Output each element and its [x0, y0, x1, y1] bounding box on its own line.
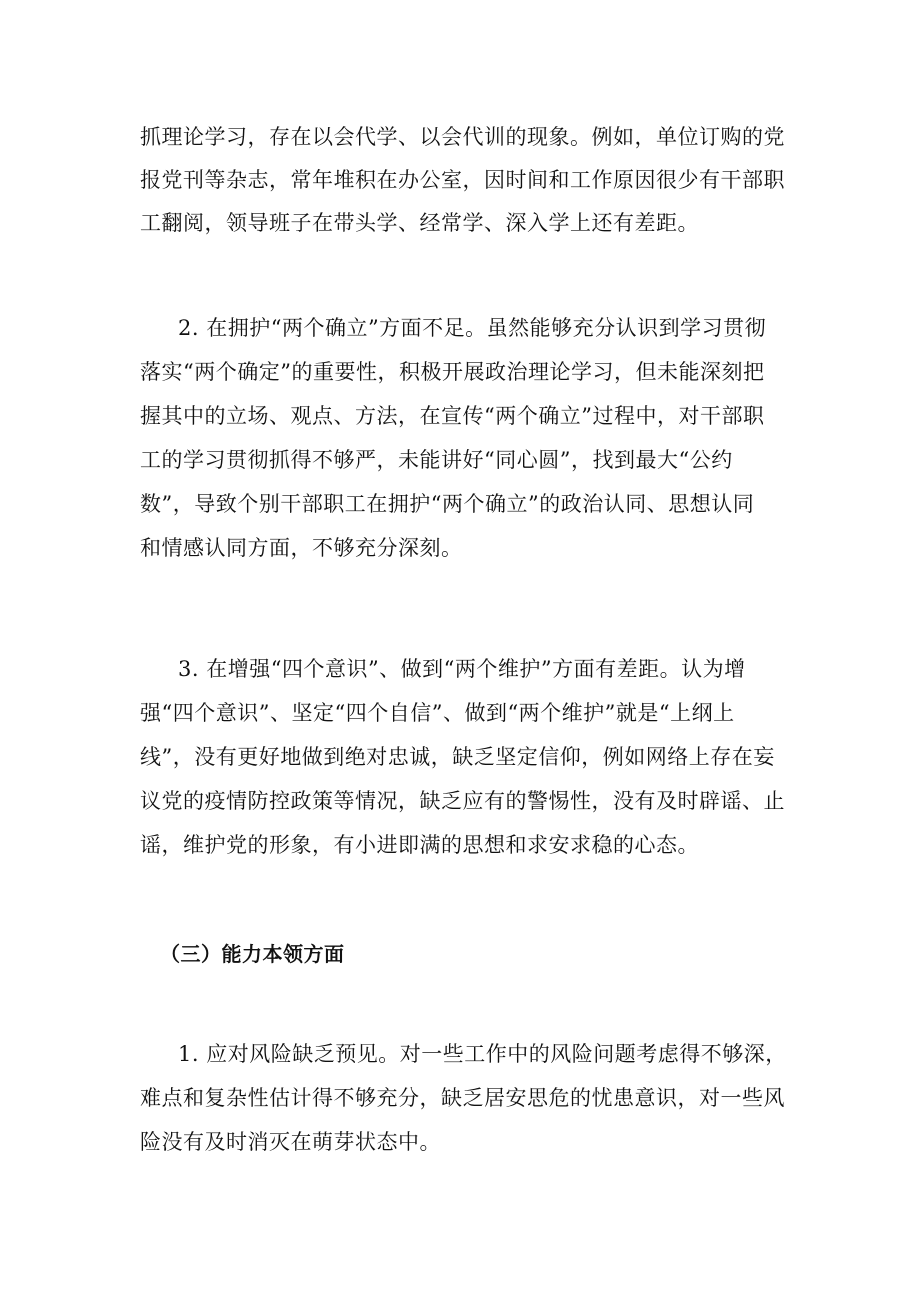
- text-line: 谣，维护党的形象，有小进即满的思想和求安求稳的心态。: [140, 833, 699, 857]
- text-line: 险没有及时消灭在萌芽状态中。: [140, 1130, 441, 1154]
- text-line: 强“四个意识”、坚定“四个自信”、做到“两个维护”就是“上纲上: [140, 701, 735, 725]
- text-line: 议党的疫情防控政策等情况，缺乏应有的警惕性，没有及时辟谣、止: [140, 789, 785, 813]
- text-line: 握其中的立场、观点、方法，在宣传“两个确立”过程中，对干部职: [140, 404, 765, 428]
- text-line: 工翻阅，领导班子在带头学、经常学、深入学上还有差距。: [140, 211, 699, 235]
- text-line: 1. 应对风险缺乏预见。对一些工作中的风险问题考虑得不够深，: [178, 1042, 787, 1066]
- text-line: 难点和复杂性估计得不够充分，缺乏居安思危的忧患意识，对一些风: [140, 1086, 785, 1110]
- text-line: 报党刊等杂志，常年堆积在办公室，因时间和工作原因很少有干部职: [140, 168, 785, 192]
- text-line: 数”，导致个别干部职工在拥护“两个确立”的政治认同、思想认同: [140, 492, 755, 516]
- text-line: 和情感认同方面，不够充分深刻。: [140, 536, 463, 560]
- text-line: 2. 在拥护“两个确立”方面不足。虽然能够充分认识到学习贯彻: [178, 316, 767, 340]
- text-line: 线”，没有更好地做到绝对忠诚，缺乏坚定信仰，例如网络上存在妄: [140, 745, 775, 769]
- text-line: 落实“两个确定”的重要性，积极开展政治理论学习，但未能深刻把: [140, 360, 765, 384]
- section-heading-text: （三）能力本领方面: [160, 942, 345, 966]
- text-line: 工的学习贯彻抓得不够严，未能讲好“同心圆”，找到最大“公约: [140, 448, 733, 472]
- text-line: 3. 在增强“四个意识”、做到“两个维护”方面有差距。认为增: [178, 657, 746, 681]
- text-line: 抓理论学习，存在以会代学、以会代训的现象。例如，单位订购的党: [140, 125, 785, 149]
